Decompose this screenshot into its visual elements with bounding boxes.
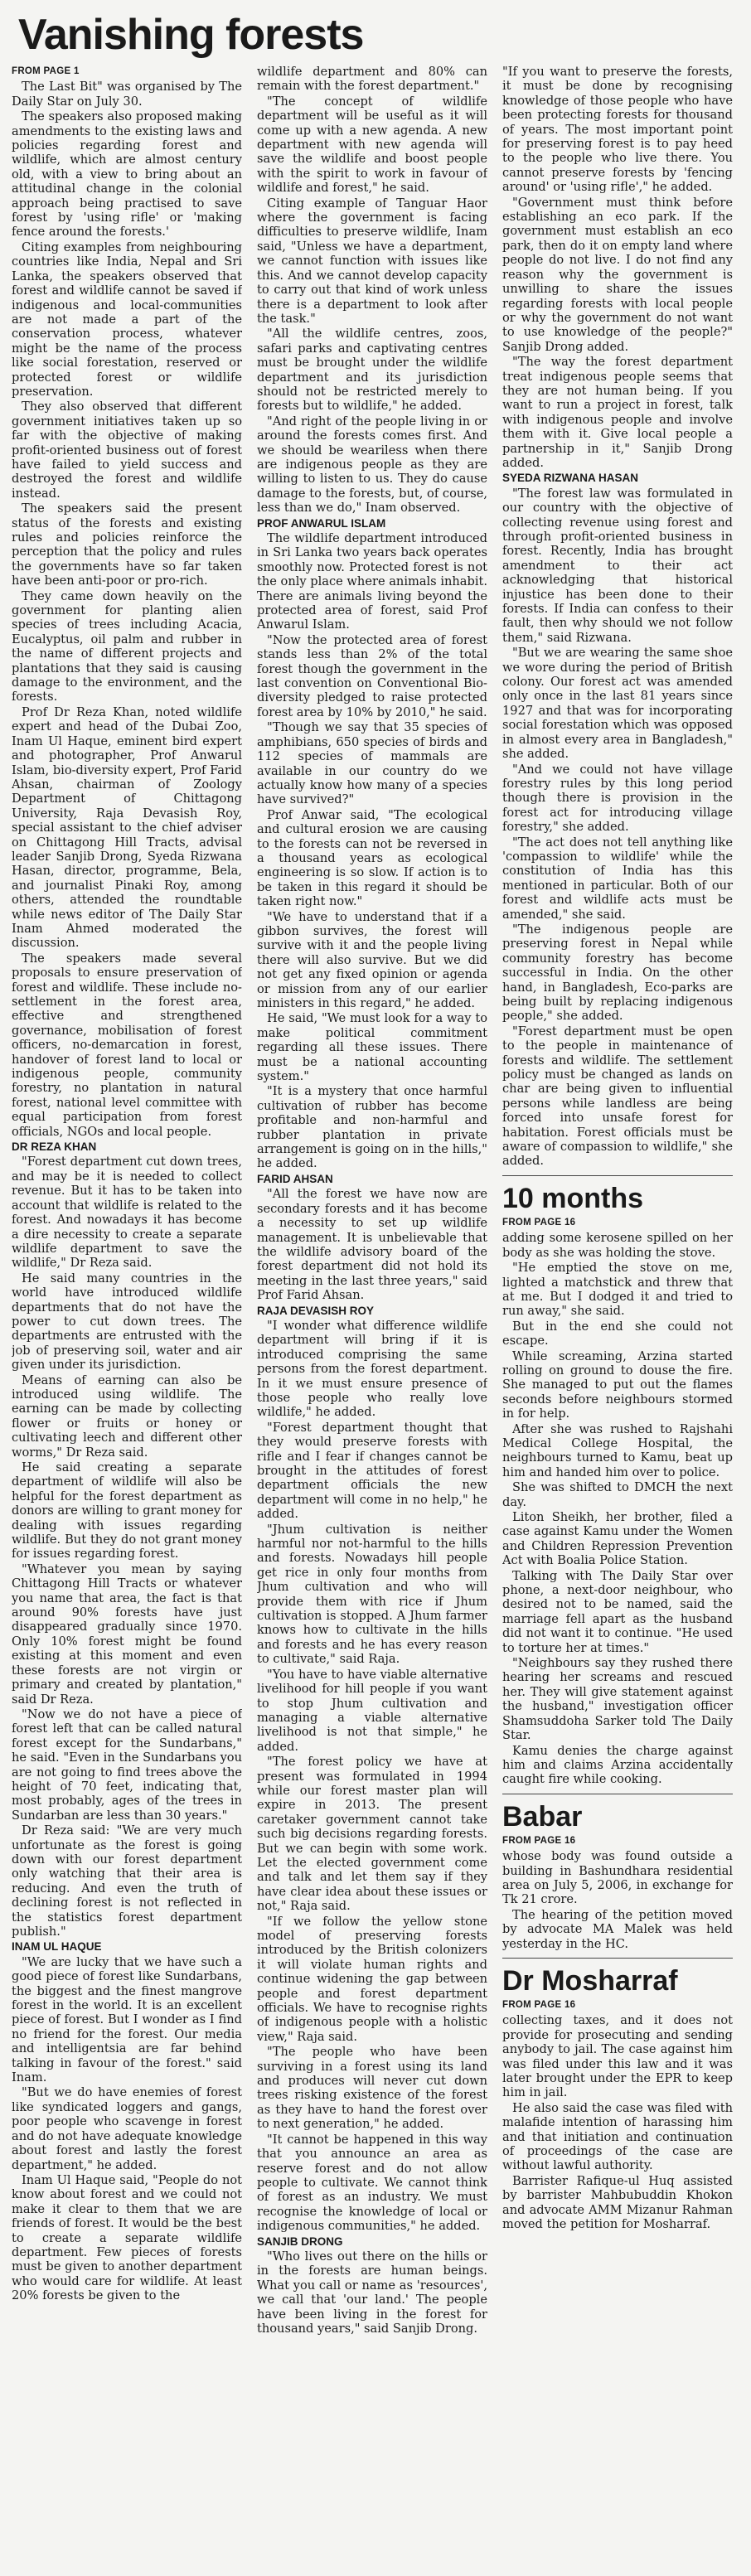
paragraph: They came down heavily on the government for planting alien species of trees including Acacia, Eucalyptus, oil palm and rubber in the name of different projects and plantations that they said is causing damage to the environment, and the forests. [12,588,242,705]
paragraph: The hearing of the petition moved by advocate MA Malek was held yesterday in the HC. [502,1907,733,1951]
story-headline-10-months: 10 months [502,1182,644,1214]
kicker: FROM PAGE 16 [502,1217,576,1227]
paragraph: "Government must think before establishing an eco park. If the government must establish an eco park, then do it on empty land where people do not live. I do not find any reason why the government is unwilling to share the issues regarding forests with local people or why the government do not want to use knowledge of the people?" Sanjib Drong added. [502,195,733,354]
paragraph: Citing example of Tanguar Haor where the government is facing difficulties to preserve wildlife, Inam said, "Unless we have a department, we cannot function with issues like this. And we cannot develop capacity to carry out that kind of work unless there is a department to look after the task." [257,196,487,326]
kicker: FROM PAGE 1 [12,66,80,76]
paragraph: The wildlife department introduced in Sri Lanka two years back operates smoothly now. Protected forest is not the only place where animals inhabit. There are animals living beyond the protected area of forest, said Prof Anwarul Islam. [257,531,487,632]
paragraph: "Neighbours say they rushed there hearing her screams and rescued her. They will give statement against the husband," investigation officer Shamsuddoha Sarker told The Daily Star. [502,1656,733,1743]
paragraph: But in the end she could not escape. [502,1319,733,1349]
paragraph: They also observed that different government initiatives taken up so far with the objective of making profit-oriented business out of forest have failed to yield success and destroyed the forest and wildlife instead. [12,399,242,501]
paragraph: "It is a mystery that once harmful cultivation of rubber has become profitable and non-harmful and rubber plantation in private arrangement is going on in the hills," he added. [257,1084,487,1171]
paragraph: "If we follow the yellow stone model of preserving forests introduced by the British colonizers it will violate human rights and continue widening the gap between people and forest department officials. We have to recognise rights of indigenous people with a holistic view," Raja said. [257,1914,487,2044]
paragraph: Kamu denies the charge against him and claims Arzina accidentally caught fire while cooking. [502,1743,733,1787]
paragraph: Dr Reza said: "We are very much unfortunate as the forest is going down with our forest department only watching that their area is reducing. And even the truth of declining forest is not reflected in the statistics forest department publish." [12,1823,242,1939]
paragraph: The speakers said the present status of the forests and existing rules and policies reinforce the perception that the policy and rules the governments have so far taken have been anti-poor or pro-rich. [12,501,242,588]
paragraph: "The forest law was formulated in our country with the objective of collecting revenue using forest and through profit-oriented business in forest. Recently, India has brought amendment to their act acknowledging that historical injustice has been done to their forests. If India can confess to their fault, then why should we not follow them," said Rizwana. [502,486,733,645]
paragraph: "The concept of wildlife department will be useful as it will come up with a new agenda. A new department with new agenda will save the wildlife and boost people with the spirit to work in favour of wildlife and forest," he said. [257,94,487,196]
story-headline-dr-mosharraf: Dr Mosharraf [502,1964,678,1997]
paragraph: He also said the case was filed with malafide intention of harassing him and that initiation and continuation of proceedings of the case are without lawful authority. [502,2100,733,2173]
kicker: FROM PAGE 16 [502,1999,576,2010]
subhead: SANJIB DRONG [257,2235,343,2248]
story-headline-babar: Babar [502,1800,583,1833]
paragraph: Citing examples from neighbouring countries like India, Nepal and Sri Lanka, the speakers observed that forest and wildlife cannot be saved if indigenous and local-communities are not made a part of the conservation process, whatever might be the name of the process like social forestation, reserved or protected forest or wildlife preservation. [12,240,242,399]
paragraph: "All the forest we have now are secondary forests and it has become a necessity to set up wildlife management. It is unbelievable that the wildlife advisory board of the forest department did not hold its meeting in the last three years," said Prof Farid Ahsan. [257,1187,487,1303]
paragraph: She was shifted to DMCH the next day. [502,1480,733,1509]
paragraph: "Who lives out there on the hills or in the forests are human beings. What you call or name as 'resources', we call that 'our land.' The people have been living in the forest for thousand years," said Sanjib Drong. [257,2249,487,2336]
paragraph: "Forest department cut down trees, and may be it is needed to collect revenue. But it has to be taken into account that wildlife is related to the forest. And nowadays it has become a dire necessity to create a separate wildlife department to save the wildlife," Dr Reza said. [12,1155,242,1271]
subhead: PROF ANWARUL ISLAM [257,516,386,530]
paragraph: He said, "We must look for a way to make political commitment regarding all these issues. There must be a national accounting system." [257,1011,487,1084]
paragraph: "The people who have been surviving in a forest using its land and produces will never cut down trees risking existence of the forest as they have to hand the forest over to next generation," he added. [257,2045,487,2132]
column-1 [12,65,242,2304]
paragraph: "You have to have viable alternative livelihood for hill people if you want to stop Jhum cultivation and managing a viable alternative livelihood is not that simple," he added. [257,1667,487,1754]
paragraph: "The way the forest department treat indigenous people seems that they are not human being. If you want to run a project in forest, talk with indigenous people and involve them with it. Give local people a partnership in it," Sanjib Drong added. [502,355,733,470]
paragraph: "But we are wearing the same shoe we wore during the period of British colony. Our forest act was amended only once in the last 81 years since 1927 and that was for incorporating social forestation which was opposed in almost every area in Bangladesh," she added. [502,646,733,762]
paragraph: After she was rushed to Rajshahi Medical College Hospital, the neighbours turned to Kamu, beat up him and handed him over to police. [502,1421,733,1479]
paragraph: "All the wildlife centres, zoos, safari parks and captivating centres must be brought under the wildlife department and its jurisdiction should not be restricted merely to forests but to wildlife," he added. [257,327,487,414]
paragraph: "Jhum cultivation is neither harmful nor not-harmful to the hills and forests. Nowadays hill people get rice in only four months from Jhum cultivation and who will provide them with rice if Jhum cultivation is stopped. A Jhum farmer knows how to cultivate in the hills and forests and he has every reason to cultivate," said Raja. [257,1522,487,1667]
paragraph: collecting taxes, and it does not provide for prosecuting and sending anybody to jail. The case against him was filed under this law and it was later brought under the EPR to keep him in jail. [502,2013,733,2100]
paragraph: "But we do have enemies of forest like syndicated loggers and gangs, poor people who scavenge in forest and do not have adequate knowledge about forest and lastly the forest department," he added. [12,2085,242,2172]
divider [502,1175,733,1176]
paragraph: The speakers made several proposals to ensure preservation of forest and wildlife. These include no-settlement in the forest area, effective and strengthened governance, mobilisation of forest officers, no-demarcation in forest, handover of forest land to local or indigenous people, community forestry, no plantation in natural forest, national level committee with equal participation from forest officials, NGOs and local people. [12,951,242,1139]
paragraph: Inam Ul Haque said, "People do not know about forest and we could not make it clear to them that we are friends of forest. It would be the best to create a separate wildlife department. Few pieces of forests must be given to another department who would care for wildlife. At least 20% forests be given to the [12,2172,242,2303]
column-2 [257,65,487,2336]
paragraph: He said many countries in the world have introduced wildlife departments that do not have the power to cut down trees. The departments are entrusted with the job of preserving soil, water and air given under its jurisdiction. [12,1271,242,1373]
article-columns [12,65,739,2336]
paragraph: "We are lucky that we have such a good piece of forest like Sundarbans, the biggest and the finest mangrove forest in the world. It is an excellent piece of forest. But I wonder as I find no friend for the forest. Our media and intelligentsia are far behind talking in favour of the forest." said Inam. [12,1954,242,2085]
subhead: INAM UL HAQUE [12,1940,102,1954]
paragraph: "He emptied the stove on me, lighted a matchstick and threw that at me. But I dodged it and tried to run away," she said. [502,1261,733,1319]
paragraph: adding some kerosene spilled on her body as she was holding the stove. [502,1231,733,1260]
paragraph: Prof Dr Reza Khan, noted wildlife expert and head of the Dubai Zoo, Inam Ul Haque, eminent bird expert and photographer, Prof Anwarul Islam, bio-diversity expert, Prof Farid Ahsan, chairman of Zoology Department of Chittagong University, Raja Devasish Roy, special assistant to the chief adviser on Chittagong Hill Tracts, advisal leader Sanjib Drong, Syeda Rizwana Hasan, director, programme, Bela, and journalist Pinaki Roy, among others, attended the roundtable while news editor of The Daily Star Inam Ahmed moderated the discussion. [12,705,242,951]
divider [502,1958,733,1959]
paragraph: Prof Anwar said, "The ecological and cultural erosion we are causing to the forests can not be reversed in a thousand years as ecological engineering is so slow. If action is to be taken in this regard it should be taken right now." [257,807,487,909]
paragraph: whose body was found outside a building in Bashundhara residential area on July 5, 2006, in exchange for Tk 21 crore. [502,1849,733,1907]
paragraph: wildlife department and 80% can remain with the forest department." [257,65,487,94]
paragraph: "And right of the people living in or around the forests comes first. And we should be weariless when there are indigenous people as they are willing to listen to us. They do cause damage to the forests, but, of course, less than we do," Inam observed. [257,414,487,516]
paragraph: The speakers also proposed making amendments to the existing laws and policies regarding forest and wildlife, which are almost century old, with a view to bring about an attitudinal change in the colonial approach being practised to save forest by 'using rifle' or 'making fence around the forests.' [12,109,242,240]
subhead: SYEDA RIZWANA HASAN [502,472,639,485]
subhead: FARID AHSAN [257,1172,333,1185]
paragraph: "Now the protected area of forest stands less than 2% of the total forest though the government in the last convention on Conventional Bio-diversity pledged to raise protected forest area by 10% by 2010," he said. [257,632,487,719]
paragraph: While screaming, Arzina started rolling on ground to douse the fire. She managed to put out the flames seconds before neighbours stormed in for help. [502,1349,733,1421]
paragraph: "Though we say that 35 species of amphibians, 650 species of birds and 112 species of mammals are available in our country do we actually know how many of a species have survived?" [257,720,487,807]
kicker: FROM PAGE 16 [502,1835,576,1846]
headline: Vanishing forests [18,11,364,59]
paragraph: "We have to understand that if a gibbon survives, the forest will survive with it and the people living there will also survive. But we did not get any fixed opinion or agenda or mission from any of our earlier ministers in this regard," he added. [257,909,487,1010]
paragraph: Talking with The Daily Star over phone, a next-door neighbour, who desired not to be named, said the marriage fell apart as the husband did not want it to continue. "He used to torture her at times." [502,1568,733,1655]
paragraph: Liton Sheikh, her brother, filed a case against Kamu under the Women and Children Repression Prevention Act with Boalia Police Station. [502,1510,733,1568]
paragraph: "The indigenous people are preserving forest in Nepal while community forestry has become successful in India. On the other hand, in Bangladesh, Eco-parks are being built by replacing indigenous people," she added. [502,922,733,1024]
paragraph: Barrister Rafique-ul Huq assisted by barrister Mahbubuddin Khokon and advocate AMM Mizanur Rahman moved the petition for Mosharraf. [502,2173,733,2232]
paragraph: "The forest policy we have at present was formulated in 1994 while our forest master plan will expire in 2013. The present caretaker government cannot take such big decisions regarding forests. But we can begin with some work. Let the elected government come and talk and let them say if they have clear idea about these issues or not," Raja said. [257,1755,487,1914]
paragraph: "Whatever you mean by saying Chittagong Hill Tracts or whatever you name that area, the fact is that around 90% forests have just disappeared gradually since 1970. Only 10% forest might be found existing at this moment and even these forests are not virgin or primary and created by plantation," said Dr Reza. [12,1562,242,1707]
paragraph: The Last Bit" was organised by The Daily Star on July 30. [12,80,242,109]
paragraph: "Forest department must be open to the people in maintenance of forests and wildlife. The settlement policy must be changed as lands on char are being given to influential persons while landless are being forced into unsafe forest for habitation. Forest officials must be aware of compassion to wildlife," she added. [502,1024,733,1169]
paragraph: Means of earning can also be introduced using wildlife. The earning can be made by collecting flower or fruits or honey or cultivating leech and different other worms," Dr Reza said. [12,1373,242,1460]
paragraph: "And we could not have village forestry rules by this long period though there is provision in the forest act for introducing village forestry," she added. [502,762,733,835]
subhead: DR REZA KHAN [12,1140,97,1154]
paragraph: "The act does not tell anything like 'compassion to wildlife' while the constitution of India has this mentioned in particular. Both of our forest and wildlife acts must be amended," she said. [502,835,733,922]
paragraph: "Now we do not have a piece of forest left that can be called natural forest except for the Sundarbans," he said. "Even in the Sundarbans you are not going to find trees above the height of 70 feet, indicating that, most probably, ages of the trees in Sundarban are less than 30 years." [12,1707,242,1823]
paragraph: "It cannot be happened in this way that you announce an area as reserve forest and do not allow people to cultivate. We cannot think of forest as an industry. We must recognise the knowledge of local or indigenous communities," he added. [257,2132,487,2234]
paragraph: "Forest department thought that they would preserve forests with rifle and I fear if changes cannot be brought in the attitudes of forest department officials the new department will come in no help," he added. [257,1420,487,1522]
paragraph: "If you want to preserve the forests, it must be done by recognising knowledge of those people who have been protecting forests for thousand of years. The most important point for preserving forest is to pay heed to the people who live there. You cannot preserve forests by 'fencing around' or 'using rifle'," he added. [502,65,733,195]
column-3 [502,65,733,2232]
paragraph: "I wonder what difference wildlife department will bring if it is introduced comprising the same persons from the forest department. In it we must ensure presence of those people who really love wildlife," he added. [257,1318,487,1420]
paragraph: He said creating a separate department of wildlife will also be helpful for the forest department as donors are willing to grant money for dealing with issues regarding wildlife. But they do not grant money for issues regarding forest. [12,1460,242,1562]
subhead: RAJA DEVASISH ROY [257,1304,375,1317]
